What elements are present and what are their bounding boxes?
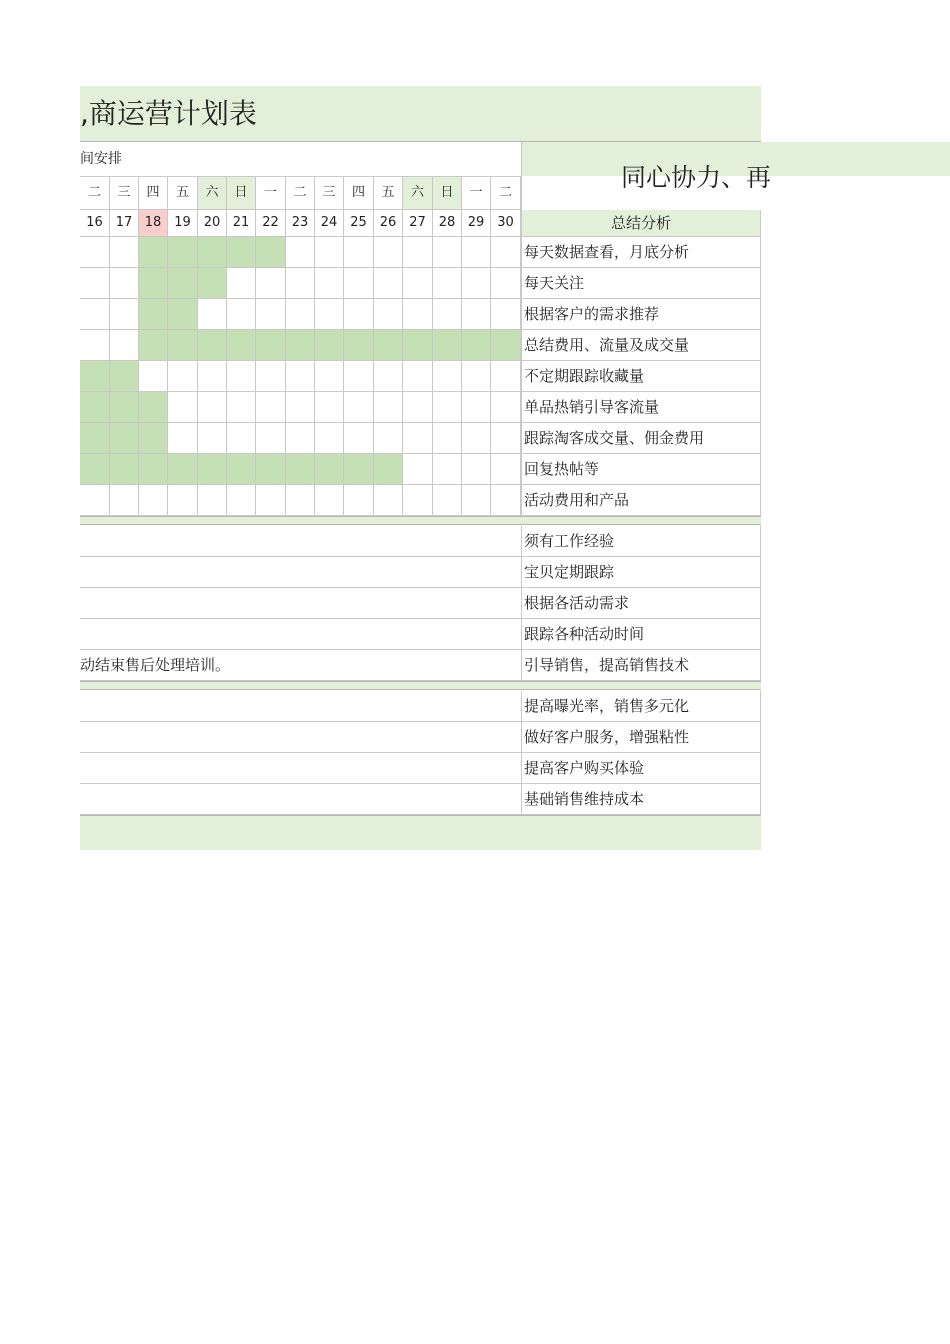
schedule-cell bbox=[403, 361, 433, 392]
footer-band bbox=[80, 815, 761, 850]
schedule-cell bbox=[491, 361, 521, 392]
summary-cell: 每天关注 bbox=[521, 268, 761, 299]
schedule-cell bbox=[433, 268, 462, 299]
schedule-cell bbox=[344, 237, 374, 268]
schedule-cell bbox=[286, 268, 315, 299]
schedule-cell bbox=[139, 485, 168, 516]
schedule-cell bbox=[227, 361, 256, 392]
schedule-cell bbox=[374, 485, 403, 516]
schedule-cell bbox=[110, 268, 139, 299]
schedule-cell bbox=[315, 485, 344, 516]
schedule-cell bbox=[286, 485, 315, 516]
summary-cell: 宝贝定期跟踪 bbox=[521, 557, 761, 588]
schedule-cell bbox=[168, 423, 198, 454]
schedule-cell-filled bbox=[344, 330, 374, 361]
schedule-cell-filled bbox=[256, 454, 286, 485]
schedule-cell bbox=[344, 361, 374, 392]
schedule-cell-filled bbox=[227, 237, 256, 268]
schedule-cell bbox=[168, 485, 198, 516]
schedule-cell bbox=[286, 299, 315, 330]
schedule-cell bbox=[462, 454, 491, 485]
schedule-cell-filled bbox=[168, 299, 198, 330]
schedule-cell bbox=[168, 392, 198, 423]
schedule-cell-filled bbox=[139, 454, 168, 485]
schedule-cell bbox=[491, 237, 521, 268]
schedule-cell-filled bbox=[139, 392, 168, 423]
schedule-cell bbox=[227, 423, 256, 454]
schedule-cell bbox=[433, 392, 462, 423]
schedule-cell bbox=[286, 423, 315, 454]
schedule-cell bbox=[491, 423, 521, 454]
date-cell-today: 18 bbox=[139, 210, 168, 237]
schedule-cell bbox=[433, 485, 462, 516]
schedule-cell-filled bbox=[198, 330, 227, 361]
schedule-cell bbox=[433, 361, 462, 392]
summary-cell: 做好客户服务，增强粘性 bbox=[521, 722, 761, 753]
schedule-cell bbox=[80, 237, 110, 268]
schedule-cell-filled bbox=[286, 330, 315, 361]
weekday-cell: 三 bbox=[315, 177, 344, 210]
summary-cell: 活动费用和产品 bbox=[521, 485, 761, 516]
schedule-cell bbox=[462, 361, 491, 392]
schedule-cell bbox=[315, 237, 344, 268]
schedule-cell bbox=[374, 299, 403, 330]
schedule-cell bbox=[462, 268, 491, 299]
schedule-cell bbox=[256, 299, 286, 330]
summary-cell: 跟踪淘客成交量、佣金费用 bbox=[521, 423, 761, 454]
weekday-cell: 日 bbox=[433, 177, 462, 210]
schedule-cell-filled bbox=[139, 423, 168, 454]
schedule-cell bbox=[403, 485, 433, 516]
section3-left-cell bbox=[80, 784, 521, 815]
weekday-cell: 六 bbox=[198, 177, 227, 210]
schedule-cell bbox=[286, 392, 315, 423]
schedule-cell bbox=[403, 299, 433, 330]
summary-cell: 每天数据查看，月底分析 bbox=[521, 237, 761, 268]
section-separator bbox=[80, 516, 761, 525]
schedule-cell-filled bbox=[110, 392, 139, 423]
date-cell: 30 bbox=[491, 210, 521, 237]
schedule-cell-filled bbox=[227, 454, 256, 485]
page-title: ,商运营计划表 bbox=[80, 86, 761, 142]
schedule-cell-filled bbox=[433, 330, 462, 361]
schedule-cell bbox=[198, 423, 227, 454]
summary-cell: 跟踪各种活动时间 bbox=[521, 619, 761, 650]
schedule-cell-filled bbox=[403, 330, 433, 361]
schedule-cell bbox=[286, 361, 315, 392]
schedule-cell bbox=[80, 299, 110, 330]
schedule-cell bbox=[491, 268, 521, 299]
schedule-cell bbox=[462, 485, 491, 516]
schedule-cell bbox=[433, 454, 462, 485]
schedule-section-label: 间安排 bbox=[80, 142, 521, 177]
schedule-cell bbox=[403, 268, 433, 299]
section3-left-cell bbox=[80, 691, 521, 722]
weekday-cell: 一 bbox=[462, 177, 491, 210]
schedule-cell-filled bbox=[198, 268, 227, 299]
schedule-cell bbox=[433, 423, 462, 454]
schedule-cell-filled bbox=[139, 299, 168, 330]
schedule-cell bbox=[344, 423, 374, 454]
weekday-cell: 六 bbox=[403, 177, 433, 210]
schedule-cell bbox=[110, 299, 139, 330]
weekday-cell: 二 bbox=[286, 177, 315, 210]
schedule-cell bbox=[256, 423, 286, 454]
section-separator bbox=[80, 681, 761, 690]
schedule-cell-filled bbox=[256, 237, 286, 268]
schedule-cell bbox=[227, 485, 256, 516]
date-cell: 26 bbox=[374, 210, 403, 237]
schedule-cell-filled bbox=[139, 237, 168, 268]
schedule-cell bbox=[315, 392, 344, 423]
schedule-cell-filled bbox=[256, 330, 286, 361]
schedule-cell bbox=[110, 330, 139, 361]
schedule-cell bbox=[110, 237, 139, 268]
schedule-cell-filled bbox=[80, 392, 110, 423]
summary-column-header: 总结分析 bbox=[521, 210, 761, 237]
schedule-cell bbox=[374, 268, 403, 299]
section2-left-cell bbox=[80, 557, 521, 588]
section2-left-cell bbox=[80, 619, 521, 650]
schedule-cell bbox=[198, 299, 227, 330]
schedule-cell bbox=[227, 268, 256, 299]
date-cell: 28 bbox=[433, 210, 462, 237]
schedule-cell-filled bbox=[286, 454, 315, 485]
schedule-cell bbox=[168, 361, 198, 392]
weekday-cell: 二 bbox=[491, 177, 521, 210]
date-cell: 23 bbox=[286, 210, 315, 237]
section2-left-cell bbox=[80, 526, 521, 557]
summary-cell: 不定期跟踪收藏量 bbox=[521, 361, 761, 392]
summary-cell: 提高曝光率，销售多元化 bbox=[521, 691, 761, 722]
schedule-cell-filled bbox=[139, 330, 168, 361]
summary-cell: 须有工作经验 bbox=[521, 526, 761, 557]
schedule-cell-filled bbox=[80, 454, 110, 485]
schedule-cell bbox=[344, 485, 374, 516]
summary-cell: 单品热销引导客流量 bbox=[521, 392, 761, 423]
schedule-cell-filled bbox=[315, 454, 344, 485]
schedule-cell bbox=[344, 392, 374, 423]
schedule-cell bbox=[462, 299, 491, 330]
schedule-cell bbox=[256, 361, 286, 392]
weekday-cell: 三 bbox=[110, 177, 139, 210]
date-cell: 19 bbox=[168, 210, 198, 237]
schedule-cell-filled bbox=[198, 237, 227, 268]
schedule-cell bbox=[491, 392, 521, 423]
weekday-cell: 四 bbox=[139, 177, 168, 210]
schedule-cell bbox=[256, 485, 286, 516]
date-cell: 25 bbox=[344, 210, 374, 237]
schedule-cell bbox=[403, 454, 433, 485]
schedule-cell-filled bbox=[315, 330, 344, 361]
schedule-cell bbox=[403, 392, 433, 423]
schedule-cell bbox=[462, 423, 491, 454]
schedule-cell bbox=[286, 237, 315, 268]
section3-left-cell bbox=[80, 753, 521, 784]
weekday-cell: 四 bbox=[344, 177, 374, 210]
weekday-cell: 日 bbox=[227, 177, 256, 210]
schedule-cell bbox=[374, 423, 403, 454]
schedule-cell bbox=[80, 268, 110, 299]
schedule-cell-filled bbox=[110, 423, 139, 454]
schedule-cell bbox=[374, 237, 403, 268]
date-cell: 29 bbox=[462, 210, 491, 237]
summary-cell: 根据各活动需求 bbox=[521, 588, 761, 619]
schedule-cell bbox=[256, 392, 286, 423]
schedule-cell bbox=[491, 454, 521, 485]
summary-cell: 回复热帖等 bbox=[521, 454, 761, 485]
schedule-cell bbox=[344, 268, 374, 299]
schedule-cell bbox=[374, 361, 403, 392]
schedule-cell bbox=[110, 485, 139, 516]
schedule-cell bbox=[139, 361, 168, 392]
schedule-cell-filled bbox=[344, 454, 374, 485]
schedule-cell-filled bbox=[374, 454, 403, 485]
schedule-cell bbox=[315, 299, 344, 330]
date-cell: 16 bbox=[80, 210, 110, 237]
schedule-cell-filled bbox=[110, 361, 139, 392]
weekday-cell: 二 bbox=[80, 177, 110, 210]
schedule-cell-filled bbox=[374, 330, 403, 361]
schedule-cell-filled bbox=[80, 361, 110, 392]
schedule-cell bbox=[433, 299, 462, 330]
date-cell: 22 bbox=[256, 210, 286, 237]
schedule-cell-filled bbox=[168, 268, 198, 299]
schedule-cell-filled bbox=[80, 423, 110, 454]
schedule-cell-filled bbox=[168, 330, 198, 361]
schedule-cell bbox=[403, 237, 433, 268]
summary-cell: 根据客户的需求推荐 bbox=[521, 299, 761, 330]
schedule-cell-filled bbox=[168, 237, 198, 268]
summary-cell: 总结费用、流量及成交量 bbox=[521, 330, 761, 361]
date-cell: 21 bbox=[227, 210, 256, 237]
date-cell: 20 bbox=[198, 210, 227, 237]
summary-cell: 提高客户购买体验 bbox=[521, 753, 761, 784]
weekday-cell: 五 bbox=[168, 177, 198, 210]
date-cell: 24 bbox=[315, 210, 344, 237]
schedule-cell bbox=[462, 237, 491, 268]
schedule-cell bbox=[315, 268, 344, 299]
schedule-cell-filled bbox=[462, 330, 491, 361]
section2-left-cell: 动结束售后处理培训。 bbox=[80, 650, 521, 681]
schedule-cell-filled bbox=[491, 330, 521, 361]
schedule-cell bbox=[256, 268, 286, 299]
schedule-cell bbox=[491, 485, 521, 516]
slogan-text: 同心协力、再 bbox=[621, 163, 772, 192]
date-cell: 17 bbox=[110, 210, 139, 237]
summary-cell: 引导销售，提高销售技术 bbox=[521, 650, 761, 681]
summary-cell: 基础销售维持成本 bbox=[521, 784, 761, 815]
schedule-cell bbox=[462, 392, 491, 423]
weekday-cell: 一 bbox=[256, 177, 286, 210]
weekday-cell: 五 bbox=[374, 177, 403, 210]
schedule-cell bbox=[344, 299, 374, 330]
date-cell: 27 bbox=[403, 210, 433, 237]
schedule-cell-filled bbox=[110, 454, 139, 485]
schedule-cell bbox=[198, 361, 227, 392]
schedule-cell-filled bbox=[198, 454, 227, 485]
schedule-cell bbox=[80, 485, 110, 516]
schedule-cell bbox=[198, 485, 227, 516]
schedule-cell bbox=[374, 392, 403, 423]
schedule-cell bbox=[80, 330, 110, 361]
schedule-cell bbox=[433, 237, 462, 268]
schedule-cell bbox=[315, 361, 344, 392]
schedule-cell bbox=[403, 423, 433, 454]
section3-left-cell bbox=[80, 722, 521, 753]
schedule-cell bbox=[198, 392, 227, 423]
schedule-cell-filled bbox=[168, 454, 198, 485]
schedule-cell bbox=[315, 423, 344, 454]
schedule-cell bbox=[227, 392, 256, 423]
schedule-cell-filled bbox=[227, 330, 256, 361]
schedule-cell-filled bbox=[139, 268, 168, 299]
schedule-cell bbox=[491, 299, 521, 330]
schedule-cell bbox=[227, 299, 256, 330]
section2-left-cell bbox=[80, 588, 521, 619]
